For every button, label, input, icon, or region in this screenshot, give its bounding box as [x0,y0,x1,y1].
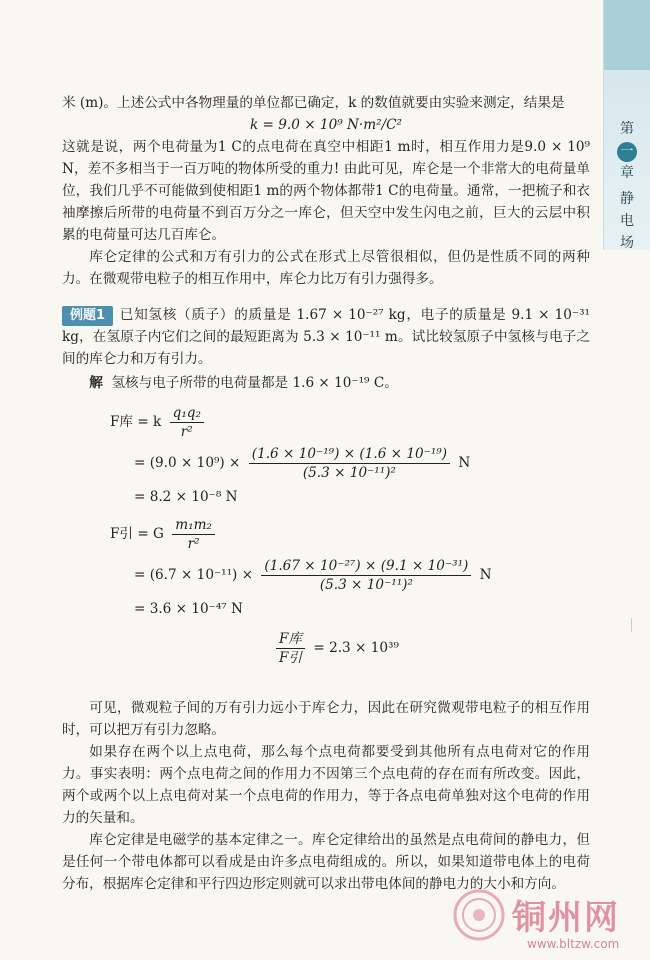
formula-coulomb-constant: k = 9.0 × 10⁹ N·m²/C² [250,117,402,133]
eq-coulomb-definition [110,404,590,441]
eq-gravity-step-pre: = (6.7 × 10⁻¹¹) × [134,567,254,583]
side-tab-header [604,0,650,70]
frac-gravity-step [261,557,471,594]
chapter-label [614,118,640,254]
frac-ratio [276,630,305,667]
chapter-number-badge: 一 [617,142,637,162]
frac-gravity-den: r² [187,536,200,552]
watermark-seal-icon [453,889,505,941]
solution-intro-line [62,372,590,394]
frac-coulomb-step [249,445,450,482]
eq-coulomb-result: = 8.2 × 10⁻⁸ N [134,489,238,505]
solution-label: 解 [89,375,103,391]
watermark-url: www.bltzw.com [527,937,620,951]
watermark-logo-text: 铜州网 [512,898,620,938]
eq-gravity-lhs: F引 = G [110,526,164,542]
frac-ratio-num: F库 [276,630,305,649]
eq-ratio-result: = 2.3 × 10³⁹ [313,640,399,656]
example-text: 已知氢核（质子）的质量是 1.67 × 10⁻²⁷ kg，电子的质量是 9.1 × 10⁻³¹ kg，在氢原子内它们之间的最短距离为 5.3 × 10⁻¹¹ m。试比较氢原子中氢核与电子之间的库仑力和万有引力。 [62,307,590,367]
frac-coulomb-num: q₁q₂ [170,404,204,423]
example-tag: 例题1 [62,306,113,326]
eq-gravity-substitution [134,557,590,594]
frac-coulomb [170,404,204,441]
eq-gravity-result: = 3.6 × 10⁻⁴⁷ N [134,601,243,617]
paragraph-compare-gravity: 库仑定律的公式和万有引力的公式在形式上尽管很相似，但仍是性质不同的两种力。在微观带电粒子的相互作用中，库仑力比万有引力强得多。 [62,249,590,287]
paragraph-coulomb-magnitude: 这就是说，两个电荷量为1 C的点电荷在真空中相距1 m时，相互作用力是9.0 × 10⁹ N，差不多相当于一百万吨的物体所受的重力! 由此可见，库仑是一个非常大的电荷量单位，我们几乎不可能做到使相距1 m的两个物体都带1 C的电荷量。通常，一把梳子和衣袖摩擦后所带的电荷量不到百万分之一库仑，但天空中发生闪电之前，巨大的云层中积累的电荷量可达几百库仑。 [62,139,590,243]
margin-mark [631,618,632,632]
frac-gravity [172,516,215,553]
chapter-title: 静电场 [620,191,634,251]
page-content [62,92,590,895]
frac-coulomb-step-den: (5.3 × 10⁻¹¹)² [302,465,396,481]
eq-coulomb-step-unit: N [458,455,471,471]
frac-gravity-step-num: (1.67 × 10⁻²⁷) × (9.1 × 10⁻³¹) [261,557,471,576]
frac-coulomb-den: r² [180,424,193,440]
example-problem [62,304,590,370]
eq-gravity-step-unit: N [479,567,492,583]
paragraph-superposition: 如果存在两个以上点电荷，那么每个点电荷都要受到其他所有点电荷对它的作用力。事实表明：两个点电荷之间的作用力不因第三个点电荷的存在而有所改变。因此，两个或两个以上点电荷对某一个点电荷的作用力，等于各点电荷单独对这个电荷的作用力的矢量和。 [62,744,590,826]
paragraph-unit-intro: 米 (m)。上述公式中各物理量的单位都已确定，k 的数值就要由实验来测定，结果是 [62,95,565,111]
chapter-prefix: 第 [620,121,634,137]
paragraph-conclusion: 可见，微观粒子间的万有引力远小于库仑力，因此在研究微观带电粒子的相互作用时，可以把万有引力忽略。 [62,700,590,738]
frac-gravity-num: m₁m₂ [172,516,215,535]
eq-coulomb-step-pre: = (9.0 × 10⁹) × [134,455,241,471]
frac-coulomb-step-num: (1.6 × 10⁻¹⁹) × (1.6 × 10⁻¹⁹) [249,445,450,464]
eq-coulomb-substitution [134,445,590,482]
paragraph-coulomb-law-role: 库仑定律是电磁学的基本定律之一。库仑定律给出的虽然是点电荷间的静电力，但是任何一个带电体都可以看成是由许多点电荷组成的。所以，如果知道带电体上的电荷分布，根据库仑定律和平行四边形定则就可以求出带电体间的静电力的大小和方向。 [62,832,590,892]
eq-force-ratio [272,630,590,667]
chapter-suffix: 章 [620,165,634,181]
frac-ratio-den: F引 [279,650,303,666]
eq-gravity-definition [110,516,590,553]
frac-gravity-step-den: (5.3 × 10⁻¹¹)² [319,577,413,593]
solution-intro: 氢核与电子所带的电荷量都是 1.6 × 10⁻¹⁹ C。 [111,375,398,391]
eq-coulomb-lhs: F库 = k [110,414,162,430]
